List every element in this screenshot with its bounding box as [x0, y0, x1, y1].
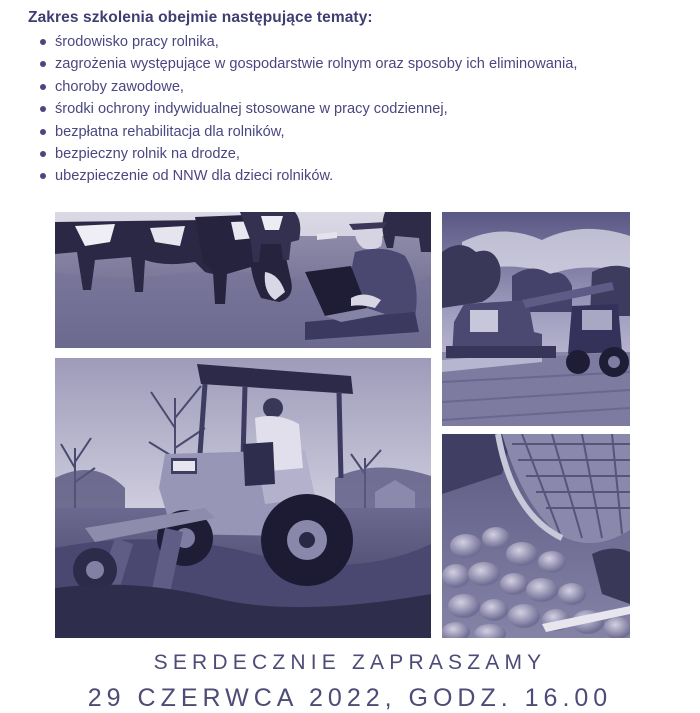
- topic-text: środki ochrony indywidualnej stosowane w pracy codziennej,: [55, 101, 448, 118]
- topic-item: [40, 121, 577, 143]
- training-heading: Zakres szkolenia obejmie następujące tematy:: [28, 9, 373, 26]
- bullet-icon: [40, 106, 46, 112]
- bullet-icon: [40, 39, 46, 45]
- invitation-text: SERDECZNIE ZAPRASZAMY: [153, 651, 547, 674]
- topic-text: bezpieczny rolnik na drodze,: [55, 146, 240, 163]
- combine-tractor-photo: [442, 212, 630, 426]
- topic-text: choroby zawodowe,: [55, 78, 184, 95]
- topic-item: [40, 31, 577, 53]
- cows-laptop-photo: [55, 212, 431, 348]
- topic-text: zagrożenia występujące w gospodarstwie rolnym oraz sposoby ich eliminowania,: [55, 56, 578, 73]
- tractor-ploughing-photo: [55, 358, 431, 638]
- topic-item: [40, 98, 577, 120]
- topic-item: [40, 76, 577, 98]
- event-date-time: 29 CZERWCA 2022, GODZ. 16.00: [87, 684, 613, 712]
- bullet-icon: [40, 129, 46, 135]
- topic-item: [40, 53, 577, 75]
- bullet-icon: [40, 173, 46, 179]
- topic-item: [40, 143, 577, 165]
- bullet-icon: [40, 84, 46, 90]
- bullet-icon: [40, 61, 46, 67]
- topics-list: [40, 31, 577, 188]
- potatoes-basket-photo: [442, 434, 630, 638]
- bullet-icon: [40, 151, 46, 157]
- topic-text: bezpłatna rehabilitacja dla rolników,: [55, 123, 285, 140]
- topic-text: środowisko pracy rolnika,: [55, 34, 219, 50]
- topic-text: ubezpieczenie od NNW dla dzieci rolników.: [55, 168, 334, 185]
- topic-item: [40, 165, 577, 187]
